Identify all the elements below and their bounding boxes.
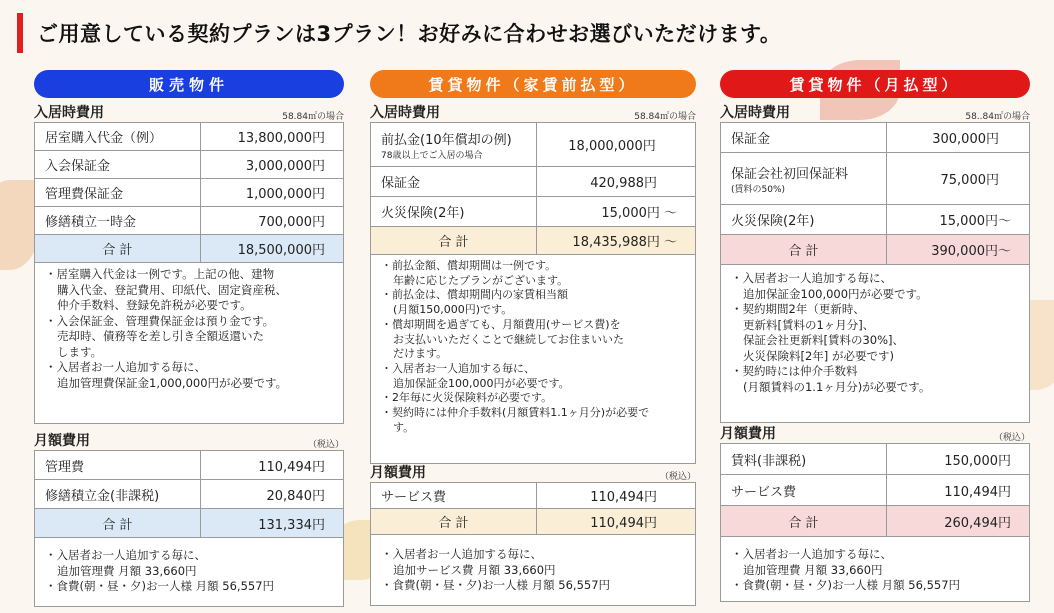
note-item: ・入会保証金、管理費保証金は預り金です。 売却時、債務等を差し引き全額返還いた します。 xyxy=(45,313,275,359)
note-item: ・契約時には仲介手数料 (月額賃料の1.1ヶ月分)が必要です。 xyxy=(731,364,931,394)
total-value: 390,000円～ xyxy=(887,235,1030,265)
plan-rental-monthly xyxy=(720,70,1030,602)
total-value: 18,500,000円 xyxy=(201,235,344,263)
monthly-cost-table xyxy=(370,482,696,535)
monthly-notes xyxy=(34,538,344,607)
plan-rental-prepaid xyxy=(370,70,696,606)
page-header xyxy=(17,12,781,54)
move-in-cost-table xyxy=(370,122,696,255)
section-note: 58.84㎡の場合 xyxy=(634,112,696,122)
total-label: 合 計 xyxy=(371,227,537,255)
total-row xyxy=(371,509,696,535)
row-label xyxy=(371,123,537,167)
row-label: サービス費 xyxy=(371,483,537,509)
row-value: 15,000円～ xyxy=(887,205,1030,235)
row-value: 300,000円 xyxy=(887,123,1030,153)
row-value: 110,494円 xyxy=(201,451,344,480)
monthly-cost-table xyxy=(34,450,344,538)
row-value: 420,988円 xyxy=(537,167,696,197)
note-item: ・入居者お一人追加する毎に、 追加管理費 月額 33,660円 xyxy=(45,548,206,578)
section-note: （税込） xyxy=(659,472,696,482)
table-row xyxy=(721,205,1030,235)
table-row xyxy=(721,123,1030,153)
row-sub-label: (賃料の50%) xyxy=(731,184,786,195)
total-row xyxy=(35,235,344,263)
move-in-notes xyxy=(370,255,696,464)
plan-header: 賃貸物件（家賃前払型） xyxy=(370,70,696,98)
title-accent-bar xyxy=(17,13,23,53)
section-title: 月額費用 xyxy=(720,426,776,442)
plan-sales xyxy=(34,70,344,607)
note-item: ・食費(朝・昼・夕)お一人様 月額 56,557円 xyxy=(731,578,961,592)
total-value: 18,435,988円 ～ xyxy=(537,227,696,255)
total-row xyxy=(35,509,344,538)
row-value: 150,000円 xyxy=(887,444,1030,475)
total-label: 合 計 xyxy=(721,506,887,537)
row-label: 保証金 xyxy=(371,167,537,197)
section-title: 入居時費用 xyxy=(34,105,104,121)
table-row xyxy=(35,179,344,207)
monthly-notes xyxy=(370,535,696,606)
row-label: 保証金 xyxy=(721,123,887,153)
plan-header: 賃貸物件（月払型） xyxy=(720,70,1030,98)
total-row xyxy=(721,235,1030,265)
section-title: 入居時費用 xyxy=(370,105,440,121)
total-label: 合 計 xyxy=(371,509,537,535)
row-label: 管理費 xyxy=(35,451,201,480)
table-row xyxy=(371,123,696,167)
table-row xyxy=(721,444,1030,475)
total-row xyxy=(721,506,1030,537)
note-item: ・前払金額、償却期間は一例です。 年齢に応じたプランがございます。 xyxy=(381,259,569,287)
row-value: 15,000円 ～ xyxy=(537,197,696,227)
section-title: 入居時費用 xyxy=(720,105,790,121)
total-value: 110,494円 xyxy=(537,509,696,535)
row-value: 75,000円 xyxy=(887,153,1030,205)
move-in-notes xyxy=(720,265,1030,423)
row-value: 110,494円 xyxy=(537,483,696,509)
total-value: 131,334円 xyxy=(201,509,344,538)
note-item: ・入居者お一人追加する毎に、 追加保証金100,000円が必要です。 xyxy=(731,271,928,301)
row-label: 入会保証金 xyxy=(35,151,201,179)
move-in-cost-header xyxy=(370,104,696,122)
plan-header: 販売物件 xyxy=(34,70,344,98)
note-item: ・契約時には仲介手数料(月額賃料1.1ヶ月分)が必要で す。 xyxy=(381,406,650,434)
table-row xyxy=(35,207,344,235)
row-value: 700,000円 xyxy=(201,207,344,235)
table-row xyxy=(35,151,344,179)
total-label: 合 計 xyxy=(35,235,201,263)
row-value: 18,000,000円 xyxy=(537,123,696,167)
monthly-cost-header xyxy=(34,432,344,450)
row-label xyxy=(721,153,887,205)
row-value: 110,494円 xyxy=(887,475,1030,506)
move-in-cost-table xyxy=(34,122,344,263)
note-item: ・前払金は、償却期間内の家賃相当額 (月額150,000円)です。 xyxy=(381,288,568,317)
section-note: （税込） xyxy=(993,433,1030,443)
note-item: ・入居者お一人追加する毎に、 追加管理費保証金1,000,000円が必要です。 xyxy=(45,360,288,390)
section-title: 月額費用 xyxy=(370,465,426,481)
section-title: 月額費用 xyxy=(34,433,90,449)
monthly-cost-header xyxy=(720,425,1030,443)
move-in-cost-header xyxy=(720,104,1030,122)
section-note: 58..84㎡の場合 xyxy=(965,112,1030,122)
row-label-text: 保証会社初回保証料 xyxy=(731,166,849,182)
note-item: ・入居者お一人追加する毎に、 追加保証金100,000円が必要です。 xyxy=(381,361,570,390)
table-row xyxy=(35,451,344,480)
row-label: 居室購入代金（例） xyxy=(35,123,201,151)
move-in-notes xyxy=(34,263,344,424)
row-label: 修繕積立金(非課税) xyxy=(35,480,201,509)
table-row xyxy=(371,197,696,227)
section-note: （税込） xyxy=(307,440,344,450)
table-row xyxy=(721,153,1030,205)
row-label: 修繕積立一時金 xyxy=(35,207,201,235)
row-label: 管理費保証金 xyxy=(35,179,201,207)
table-row xyxy=(721,475,1030,506)
note-item: ・食費(朝・昼・夕)お一人様 月額 56,557円 xyxy=(45,579,275,593)
row-value: 13,800,000円 xyxy=(201,123,344,151)
section-note: 58.84㎡の場合 xyxy=(282,112,344,122)
table-row xyxy=(371,167,696,197)
note-item: ・居室購入代金は一例です。上記の他、建物 購入代金、登記費用、印紙代、固定資産税、 仲介手数料、登録免許税が必要です。 xyxy=(45,267,287,312)
move-in-cost-table xyxy=(720,122,1030,265)
total-value: 260,494円 xyxy=(887,506,1030,537)
note-item: ・契約期間2年（更新時、 更新料[賃料の1ヶ月分]、 保証会社更新料[賃料の30%]、 火災保険料[2年] が必要です) xyxy=(731,302,905,363)
row-value: 20,840円 xyxy=(201,480,344,509)
table-row xyxy=(35,123,344,151)
row-label: 賃料(非課税) xyxy=(721,444,887,475)
monthly-cost-table xyxy=(720,443,1030,537)
note-item: ・入居者お一人追加する毎に、 追加管理費 月額 33,660円 xyxy=(731,547,892,577)
table-row xyxy=(35,480,344,509)
row-value: 3,000,000円 xyxy=(201,151,344,179)
row-label: 火災保険(2年) xyxy=(721,205,887,235)
move-in-cost-header xyxy=(34,104,344,122)
total-label: 合 計 xyxy=(35,509,201,538)
monthly-notes xyxy=(720,537,1030,602)
total-label: 合 計 xyxy=(721,235,887,265)
note-item: ・2年毎に火災保険料が必要です。 xyxy=(381,391,553,405)
note-item: ・入居者お一人追加する毎に、 追加サービス費 月額 33,660円 xyxy=(381,547,556,577)
note-item: ・食費(朝・昼・夕)お一人様 月額 56,557円 xyxy=(381,578,611,592)
note-item: ・償却期間を過ぎても、月額費用(サービス費)を お支払いいただくことで継続してお住まいいた だけます。 xyxy=(381,317,624,361)
row-value: 1,000,000円 xyxy=(201,179,344,207)
page-title: ご用意している契約プランは3プラン！お好みに合わせお選びいただけます。 xyxy=(37,22,782,46)
row-label: サービス費 xyxy=(721,475,887,506)
row-label: 火災保険(2年) xyxy=(371,197,537,227)
total-row xyxy=(371,227,696,255)
row-sub-label: 78歳以上でご入居の場合 xyxy=(381,150,483,161)
monthly-cost-header xyxy=(370,464,696,482)
row-label-text: 前払金(10年償却の例) xyxy=(381,132,512,148)
table-row xyxy=(371,483,696,509)
